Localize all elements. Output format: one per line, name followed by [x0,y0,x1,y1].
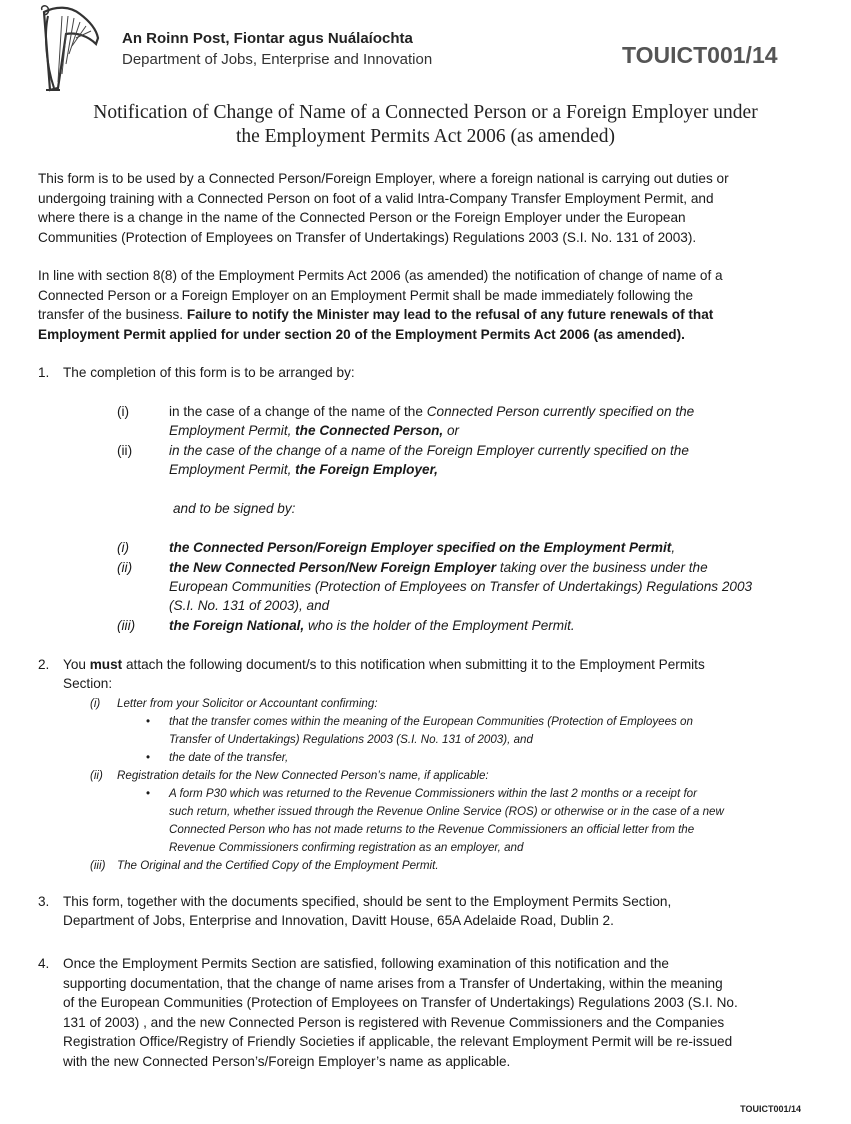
arranged-text: or [443,423,460,438]
intro-paragraph-2 [38,266,813,344]
doc-ii-bullet-line-3: Connected Person who has not made returns to the Revenue Commissioners an official letter from the [169,823,695,836]
arranged-emphasis: the Foreign Employer, [295,462,438,477]
signer-roman-ii: (ii) [117,560,133,575]
doc-iii-text: The Original and the Certified Copy of the Employment Permit. [117,859,439,872]
title-line-2: the Employment Permits Act 2006 (as amended) [235,126,616,147]
item-4-line: 131 of 2003) , and the new Connected Person is registered with Revenue Commissioners and the Companies [63,1014,725,1030]
item-2-number: 2. [38,657,50,672]
doc-ii-bullet-line-2: such return, whether issued through the Revenue Online Service (ROS) or otherwise or in the case of a new [169,805,724,818]
item-1-text: The completion of this form is to be arranged by: [63,365,355,380]
form-code: TOUICT001/14 [622,42,778,68]
arranged-text: in the case of a change of the name of the [169,404,427,419]
doc-i-bullet-1-line-2: Transfer of Undertakings) Regulations 2003 (S.I. No. 131 of 2003), and [169,733,533,746]
signer-roman-i: (i) [117,540,130,555]
item-3-line-1: This form, together with the documents specified, should be sent to the Employment Permits Section, [63,894,672,909]
signer-text: , [671,540,676,555]
harp-emblem [36,4,102,94]
signer-i [169,538,675,558]
signer-iii [169,616,575,636]
signer-roman-iii: (iii) [117,618,136,633]
intro-p2-line: In line with section 8(8) of the Employment Permits Act 2006 (as amended) the notification of change of name of a [38,268,723,283]
department-name-english: Department of Jobs, Enterprise and Innovation [122,51,433,68]
item-1-number: 1. [38,365,50,380]
item-2-line-2: Section: [63,676,113,691]
department-name-irish: An Roinn Post, Fiontar agus Nuálaíochta [122,30,413,47]
doc-roman-ii: (ii) [90,769,103,782]
arranged-roman-i: (i) [117,404,130,419]
doc-i-bullet-2: the date of the transfer, [169,751,289,764]
doc-roman-iii: (iii) [90,859,106,872]
arranged-roman-ii: (ii) [117,443,133,458]
intro-p1-line: Communities (Protection of Employees on Transfer of Undertakings) Regulations 2003 (S.I. No. 131 of 2003). [38,229,697,245]
document-title [30,101,821,149]
doc-ii-bullet-line-1: A form P30 which was returned to the Revenue Commissioners within the last 2 months or a receipt for [169,787,697,800]
intro-p1-line: where there is a change in the name of the Connected Person or the Foreign Employer under the European [38,210,686,225]
intro-p1-line: undergoing training with a Connected Person on foot of a valid Intra-Company Transfer Employment Permit, and [38,190,714,206]
intro-paragraph-1 [38,169,813,247]
arranged-text: Employment Permit, [169,462,296,477]
bullet-icon: • [145,751,151,764]
title-line-1: Notification of Change of Name of a Connected Person or a Foreign Employer under [93,102,758,123]
arranged-i-line-1 [169,402,694,422]
signer-emphasis: the Foreign National, [169,618,305,633]
intro-p1-line: This form is to be used by a Connected Person/Foreign Employer, where a foreign national is carrying out duties or [38,171,729,186]
item-4-line: supporting documentation, that the change of name arises from a Transfer of Undertaking, within the meaning [63,975,723,991]
item-4-line: of the European Communities (Protection of Employees on Transfer of Undertakings) Regulations 2003 (S.I. No. [63,995,738,1010]
bullet-icon: • [145,787,151,800]
item-3-number: 3. [38,894,50,909]
bullet-icon: • [145,715,151,728]
signer-ii-line-1 [169,558,708,578]
warning-text: Employment Permit applied for under section 20 of the Employment Permits Act 2006 (as amended). [38,326,685,342]
arranged-ii-line-2 [169,460,438,480]
item-4-line: Registration Office/Registry of Friendly Societies if applicable, the relevant Employment Permit will be re-issued [63,1034,733,1049]
arranged-text: Connected Person currently specified on the [426,404,695,419]
doc-roman-i: (i) [90,697,101,710]
signer-ii-line-3: (S.I. No. 131 of 2003), and [169,598,330,613]
footer-form-code: TOUICT001/14 [740,1104,801,1114]
item-2-emphasis: must [89,657,123,672]
doc-i-bullet-1-line-1: that the transfer comes within the meaning of the European Communities (Protection of Employees on [169,715,693,728]
doc-i-text: Letter from your Solicitor or Accountant confirming: [117,697,378,710]
item-2-text: You [63,657,90,672]
item-2-line-1 [63,655,705,675]
intro-p2-line: Connected Person or a Foreign Employer on an Employment Permit shall be made immediately following the [38,287,694,303]
signer-emphasis: the Connected Person/Foreign Employer specified on the Employment Permit [169,540,672,555]
signer-ii-line-2: European Communities (Protection of Employees on Transfer of Undertakings) Regulations 2003 [169,579,753,594]
signed-by-label: and to be signed by: [173,501,296,516]
item-4-text [63,954,823,1071]
intro-p2-text: transfer of the business. [38,307,187,322]
arranged-text: Employment Permit, [169,423,296,438]
arranged-i-line-2 [169,421,459,441]
arranged-emphasis: the Connected Person, [295,423,444,438]
item-4-line: Once the Employment Permits Section are satisfied, following examination of this notification and the [63,956,669,971]
item-4-number: 4. [38,956,50,971]
signer-emphasis: the New Connected Person/New Foreign Employer [169,560,497,575]
intro-p2-line [38,305,813,325]
doc-ii-bullet-line-4: Revenue Commissioners confirming registration as an employer, and [169,841,524,854]
item-2-text: attach the following document/s to this notification when submitting it to the Employment Permits [122,657,705,672]
doc-ii-text: Registration details for the New Connected Person’s name, if applicable: [117,769,489,782]
item-3-line-2: Department of Jobs, Enterprise and Innovation, Davitt House, 65A Adelaide Road, Dublin 2. [63,913,614,928]
item-4-line: with the new Connected Person’s/Foreign Employer’s name as applicable. [63,1053,511,1069]
warning-text: Failure to notify the Minister may lead to the refusal of any future renewals of that [186,307,714,322]
signer-text: who is the holder of the Employment Permit. [304,618,575,633]
signer-text: taking over the business under the [496,560,708,575]
arranged-ii-line-1: in the case of the change of a name of the Foreign Employer currently specified on the [169,443,689,458]
